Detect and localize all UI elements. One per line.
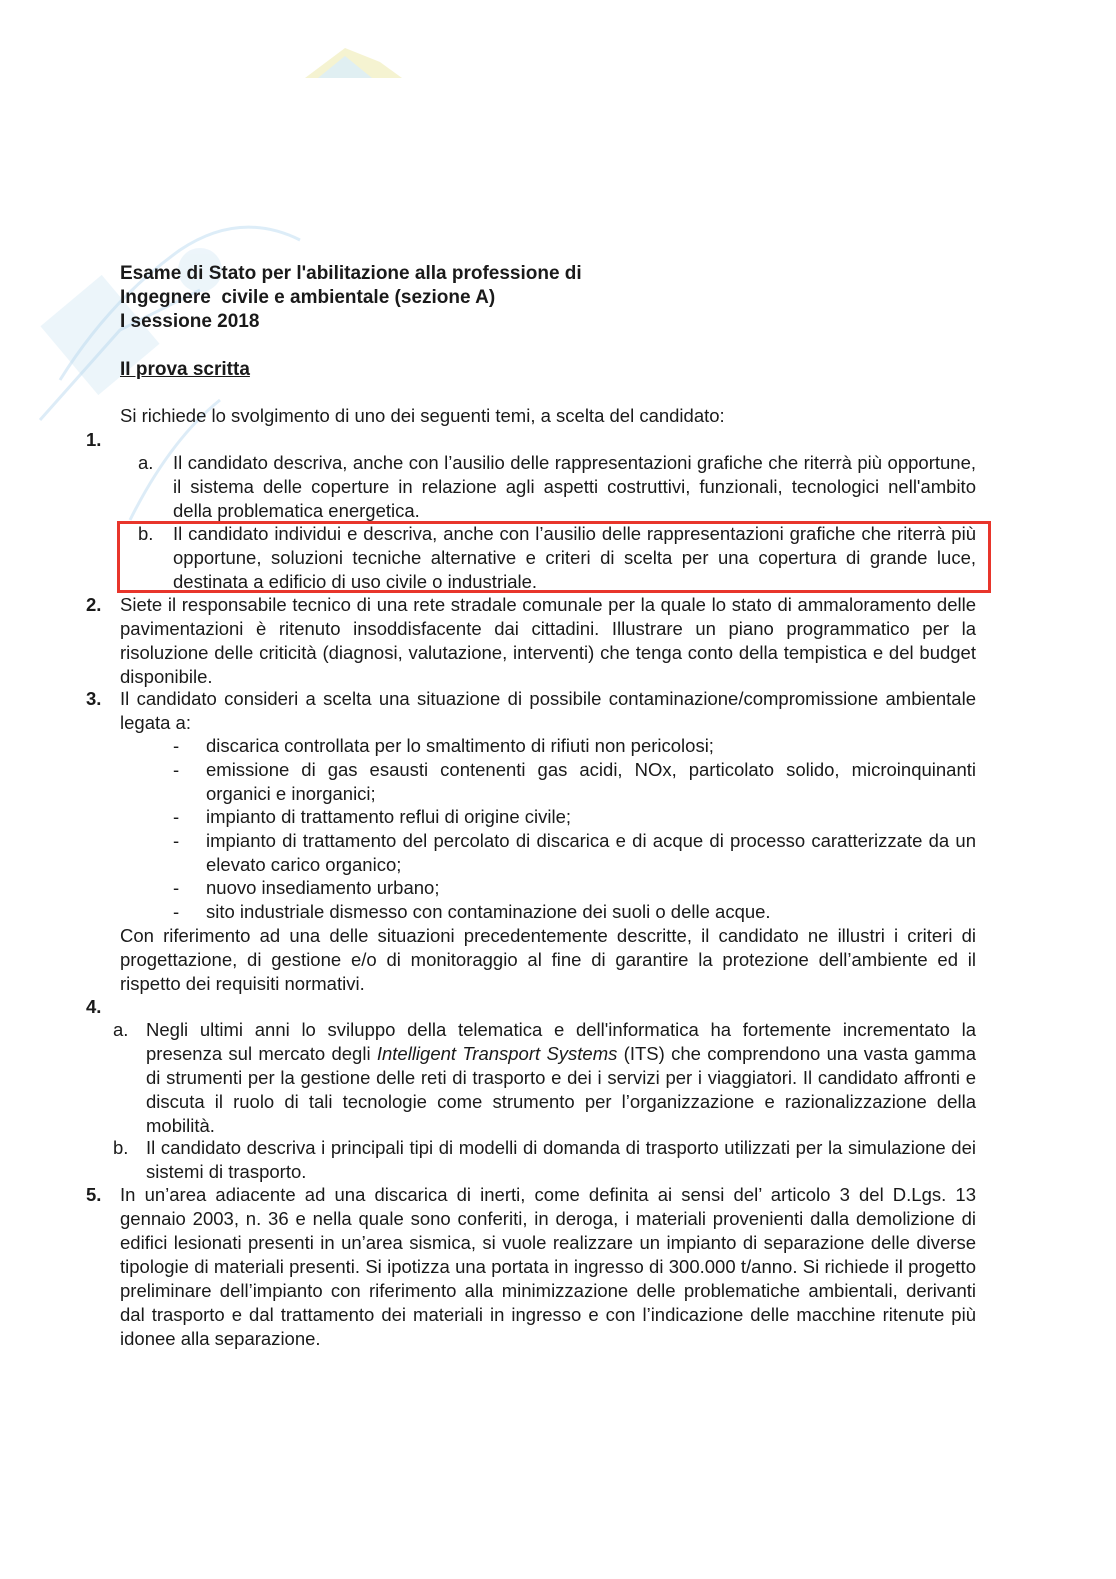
q4-a-text-pre: Negli ultimi anni lo sviluppo della telematica e dell'informatica ha fortemente incrementato la presenza sul mercato degli [146, 1019, 976, 1064]
header-line-1: Esame di Stato per l'abilitazione alla professione di [120, 263, 582, 284]
q4-a-text-italic: Intelligent Transport Systems [376, 1043, 618, 1064]
highlight-box [117, 521, 991, 593]
q3-item-5: sito industriale dismesso con contaminazione dei suoli o delle acque. [206, 901, 771, 922]
header-line-2: Ingegnere civile e ambientale (sezione A) [120, 287, 496, 308]
q3-text: Il candidato consideri a scelta una situazione di possibile contaminazione/compromissione ambientale legata a: [120, 688, 976, 733]
q3-dash-0: - [173, 735, 180, 756]
q1-a-text: Il candidato descriva, anche con l’ausilio delle rappresentazioni grafiche che riterrà più opportune, il sistema delle coperture in relazione agli aspetti costruttivi, funzionali, tecnologici nell'ambito della problematica energetica. [173, 452, 976, 521]
q3-dash-3: - [173, 830, 180, 851]
q3-number: 3. [86, 688, 102, 709]
header-line-3: I sessione 2018 [120, 311, 260, 332]
q3-item-3: impianto di trattamento del percolato di discarica e di acque di processo caratterizzate da un elevato carico organico; [206, 830, 976, 875]
q4-a-label: a. [113, 1019, 129, 1040]
q3-item-4: nuovo insediamento urbano; [206, 877, 440, 898]
q1-b-text: Il candidato individui e descriva, anche con l’ausilio delle rappresentazioni grafiche che riterrà più opportune, soluzioni tecniche alternative e criteri di scelta per una copertura di grande luce, destinata a edificio di uso civile o industriale. [173, 523, 976, 592]
q3-item-1: emissione di gas esausti contenenti gas acidi, NOx, particolato solido, microinquinanti organici e inorganici; [206, 759, 976, 804]
q1-a-label: a. [138, 452, 154, 473]
q2-text: Siete il responsabile tecnico di una rete stradale comunale per la quale lo stato di ammaloramento delle pavimentazioni è ritenuto insoddisfacente dai cittadini. Illustrare un piano programmatico per la risoluzione delle criticità (diagnosi, valutazione, interventi) che tenga conto della tempistica e del budget disponibile. [120, 594, 976, 687]
q3-dash-4: - [173, 877, 180, 898]
intro-text: Si richiede lo svolgimento di uno dei seguenti temi, a scelta del candidato: [120, 405, 725, 426]
q4-number: 4. [86, 996, 102, 1017]
q1-b-label: b. [138, 523, 154, 544]
q3-item-0: discarica controllata per lo smaltimento di rifiuti non pericolosi; [206, 735, 714, 756]
q3-dash-5: - [173, 901, 180, 922]
watermark-mountain-icon [305, 48, 402, 78]
q2-number: 2. [86, 594, 102, 615]
q4-a-text [146, 1018, 976, 1138]
q4-a-text-post: (ITS) che comprendono una vasta gamma di strumenti per la gestione delle reti di trasporto e dei i servizi per i viaggiatori. Il candidato affronti e discuta il ruolo di tali tecnologie come strumento per l’organizzazione e razionalizzazione della mobilità. [146, 1043, 976, 1136]
q4-b-label: b. [113, 1137, 129, 1158]
exam-header [120, 262, 582, 334]
q3-item-2: impianto di trattamento reflui di origine civile; [206, 806, 572, 827]
q3-closing: Con riferimento ad una delle situazioni precedentemente descritte, il candidato ne illustri i criteri di progettazione, di gestione e/o di monitoraggio al fine di garantire la protezione dell’ambiente ed il rispetto dei requisiti normativi. [120, 925, 976, 994]
q3-dash-2: - [173, 806, 180, 827]
q3-dash-1: - [173, 759, 180, 780]
q4-b-text: Il candidato descriva i principali tipi di modelli di domanda di trasporto utilizzati per la simulazione dei sistemi di trasporto. [146, 1137, 976, 1182]
q5-text: In un’area adiacente ad una discarica di inerti, come definita ai sensi del’ articolo 3 del D.Lgs. 13 gennaio 2003, n. 36 e nella quale sono conferiti, in deroga, i materiali provenienti dalla demolizione di edifici lesionati presenti in un’area sismica, si vuole realizzare un impianto di separazione delle diverse tipologie di materiali presenti. Si ipotizza una portata in ingresso di 300.000 t/anno. Si richiede il progetto preliminare dell’impianto con riferimento alla minimizzazione delle problematiche ambientali, derivanti dal trasporto e dal trattamento dei materiali in ingresso e con l’indicazione delle macchine ritenute più idonee alla separazione. [120, 1184, 976, 1349]
prova-title: II prova scritta [120, 359, 250, 380]
q5-number: 5. [86, 1184, 102, 1205]
q1-number: 1. [86, 429, 102, 450]
